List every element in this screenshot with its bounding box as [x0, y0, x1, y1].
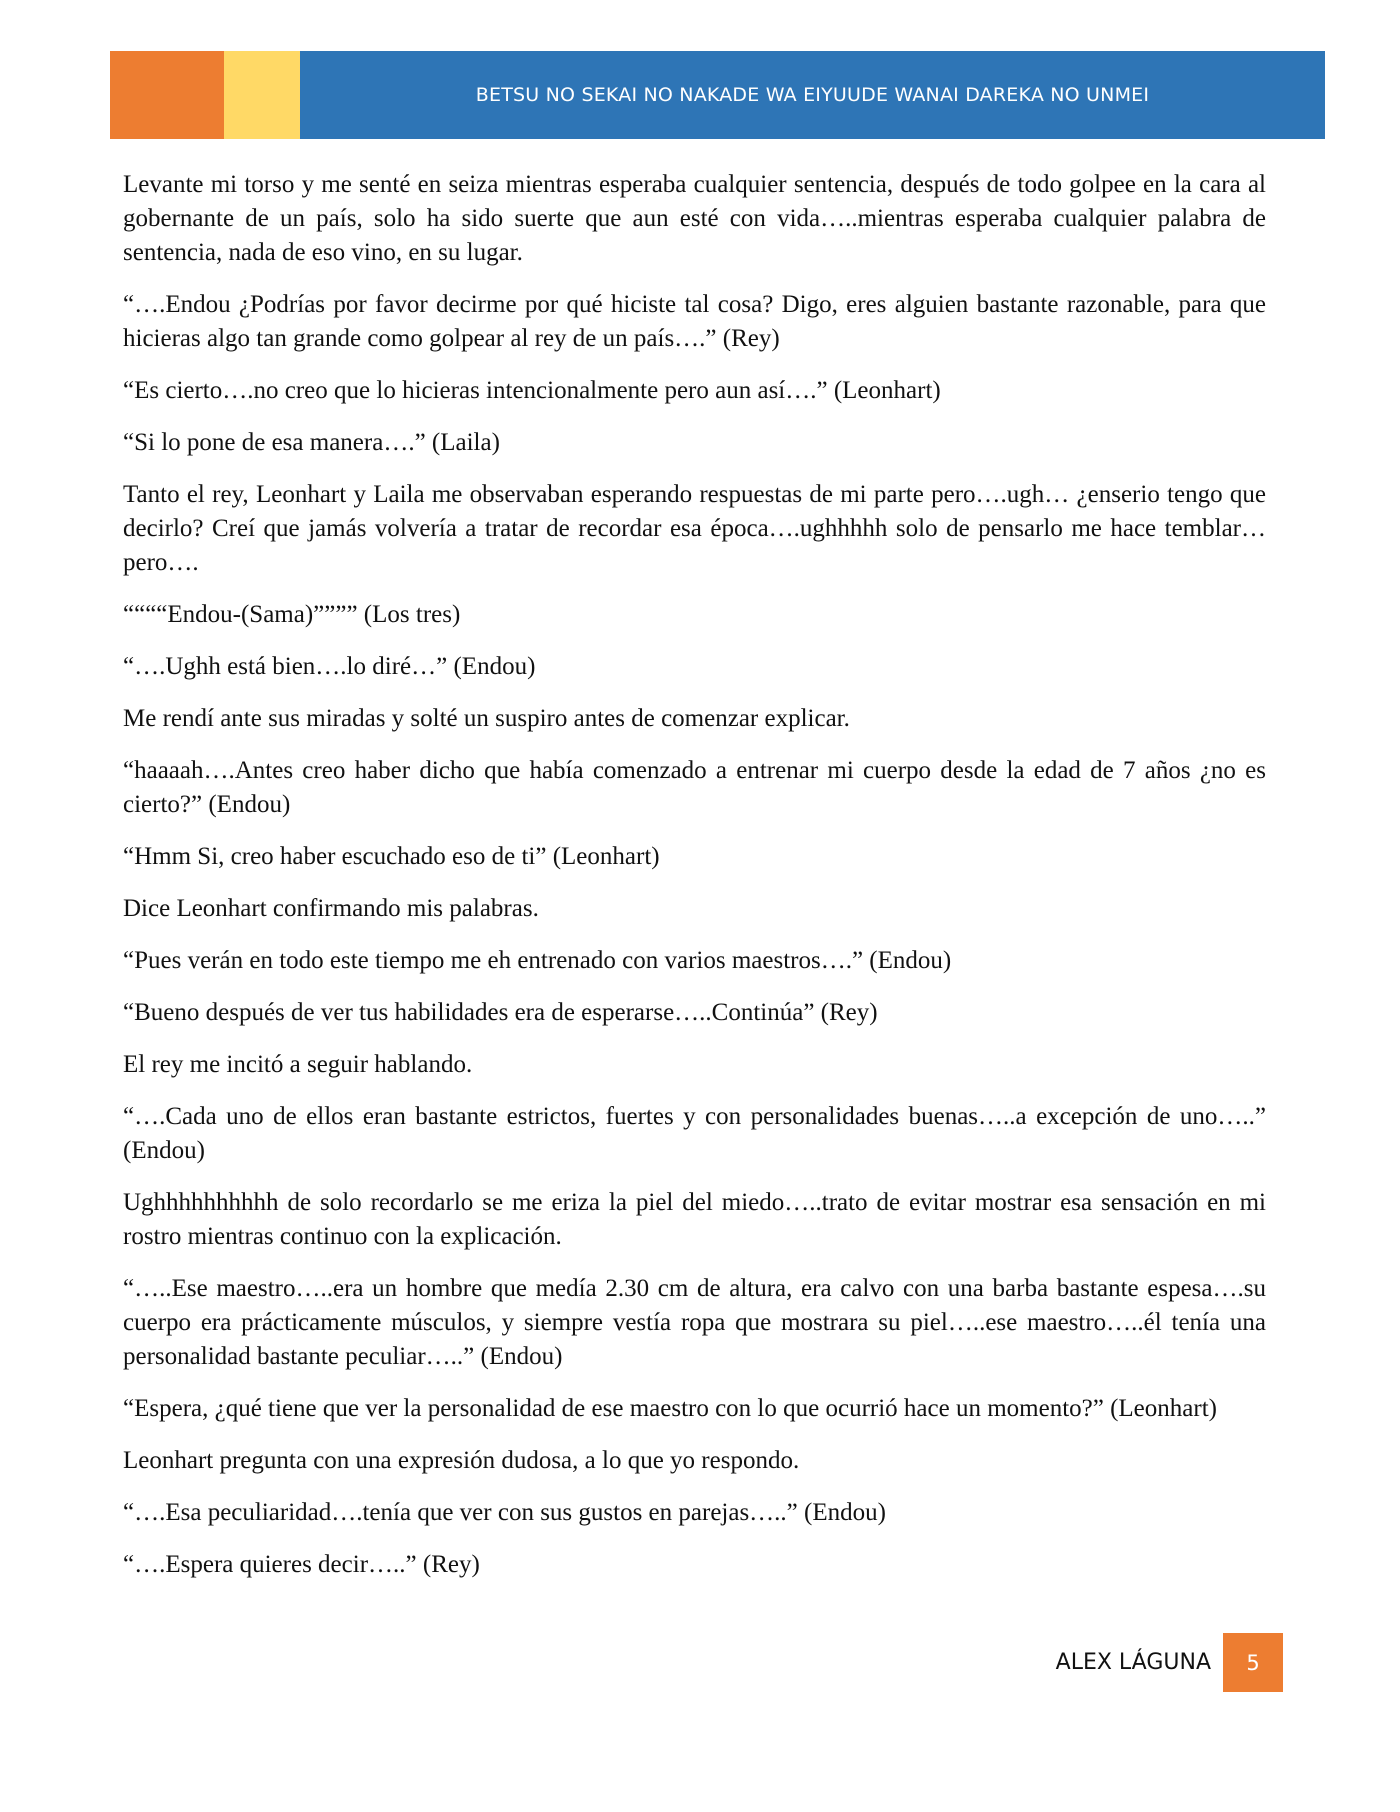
paragraph: “…..Ese maestro…..era un hombre que medía 2.30 cm de altura, era calvo con una barba bastante espesa….su cuerpo era prácticamente músculos, y siempre vestía ropa que mostrara su piel…..ese maestro…..él tenía una personalidad bastante peculiar…..” (Endou) — [123, 1275, 1266, 1370]
paragraph: Dice Leonhart confirmando mis palabras. — [123, 895, 539, 922]
paragraph: ““““Endou-(Sama)”””” (Los tres) — [123, 601, 461, 628]
paragraph: “….Esa peculiaridad….tenía que ver con sus gustos en parejas…..” (Endou) — [123, 1499, 886, 1526]
paragraph: Me rendí ante sus miradas y solté un suspiro antes de comenzar explicar. — [123, 705, 850, 732]
header-yellow-block — [224, 51, 300, 139]
page-header — [110, 51, 1325, 139]
paragraph: “Hmm Si, creo haber escuchado eso de ti” (Leonhart) — [123, 843, 660, 870]
paragraph: “Pues verán en todo este tiempo me eh entrenado con varios maestros….” (Endou) — [123, 947, 952, 974]
paragraph: “haaaah….Antes creo haber dicho que había comenzado a entrenar mi cuerpo desde la edad de 7 años ¿no es cierto?” (Endou) — [123, 757, 1266, 818]
paragraph: “Si lo pone de esa manera….” (Laila) — [123, 429, 500, 456]
header-orange-block — [110, 51, 224, 139]
header-title-bar — [300, 51, 1325, 139]
paragraph: “Bueno después de ver tus habilidades era de esperarse…..Continúa” (Rey) — [123, 999, 878, 1026]
paragraph: Tanto el rey, Leonhart y Laila me observaban esperando respuestas de mi parte pero….ugh… ¿enserio tengo que decirlo? Creí que jamás volvería a tratar de recordar esa época….ughhhhh solo de pensarlo me hace temblar…pero…. — [123, 481, 1266, 576]
paragraph: “….Cada uno de ellos eran bastante estrictos, fuertes y con personalidades buenas…..a excepción de uno…..” (Endou) — [123, 1103, 1266, 1164]
paragraph: Leonhart pregunta con una expresión dudosa, a lo que yo respondo. — [123, 1447, 800, 1474]
page-number-box — [1223, 1633, 1283, 1692]
paragraph: Levante mi torso y me senté en seiza mientras esperaba cualquier sentencia, después de todo golpee en la cara al gobernante de un país, solo ha sido suerte que aun esté con vida…..mientras esperaba cualquier palabra de sentencia, nada de eso vino, en su lugar. — [123, 171, 1266, 266]
footer-author: ALEX LÁGUNA — [1055, 1650, 1211, 1675]
body-text — [123, 168, 1266, 1600]
paragraph: “….Espera quieres decir…..” (Rey) — [123, 1551, 480, 1578]
paragraph: El rey me incitó a seguir hablando. — [123, 1051, 473, 1078]
paragraph: “….Endou ¿Podrías por favor decirme por qué hiciste tal cosa? Digo, eres alguien bastante razonable, para que hicieras algo tan grande como golpear al rey de un país….” (Rey) — [123, 291, 1266, 352]
paragraph: Ughhhhhhhhhh de solo recordarlo se me eriza la piel del miedo…..trato de evitar mostrar esa sensación en mi rostro mientras continuo con la explicación. — [123, 1189, 1266, 1250]
paragraph: “….Ughh está bien….lo diré…” (Endou) — [123, 653, 536, 680]
paragraph: “Es cierto….no creo que lo hicieras intencionalmente pero aun así….” (Leonhart) — [123, 377, 941, 404]
page-number: 5 — [1246, 1650, 1260, 1675]
header-title: BETSU NO SEKAI NO NAKADE WA EIYUUDE WANAI DAREKA NO UNMEI — [475, 84, 1150, 106]
paragraph: “Espera, ¿qué tiene que ver la personalidad de ese maestro con lo que ocurrió hace un momento?” (Leonhart) — [123, 1395, 1217, 1422]
